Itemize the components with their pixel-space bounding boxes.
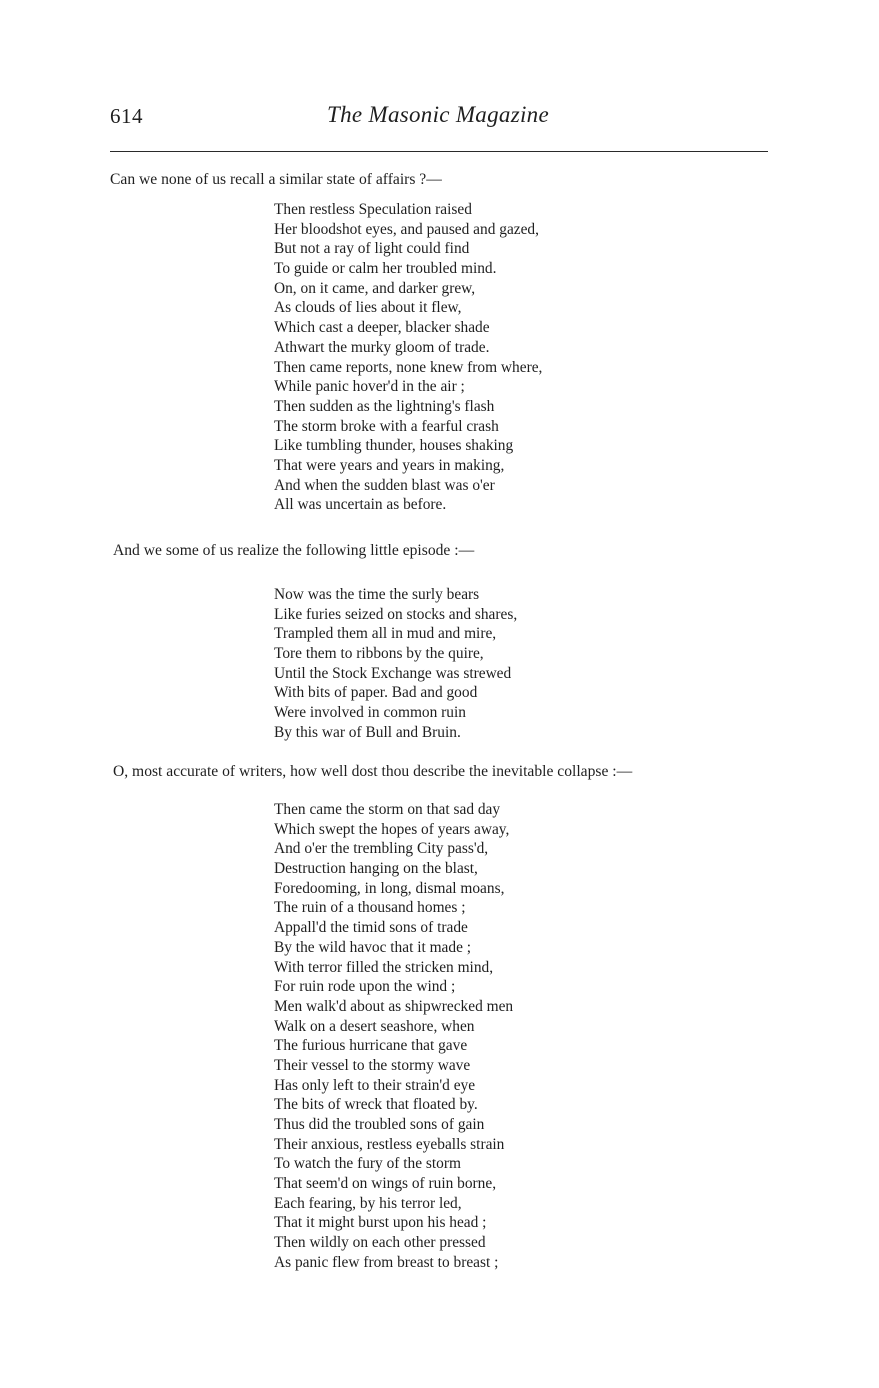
verse-line: To guide or calm her troubled mind. <box>274 260 497 278</box>
verse-line: Walk on a desert seashore, when <box>274 1017 475 1035</box>
verse-line: To watch the fury of the storm <box>274 1155 461 1173</box>
verse-line: As clouds of lies about it flew, <box>274 299 462 317</box>
verse-line: All was uncertain as before. <box>274 496 447 514</box>
verse-line: Then restless Speculation raised <box>274 201 472 218</box>
verse-line: Like tumbling thunder, houses shaking <box>274 437 514 455</box>
verse-stanza-1 <box>274 200 542 515</box>
verse-line: The storm broke with a fearful crash <box>274 417 499 435</box>
verse-line: Then came the storm on that sad day <box>274 801 501 818</box>
verse-line: But not a ray of light could find <box>274 240 470 258</box>
verse-line: With terror filled the stricken mind, <box>274 958 494 976</box>
verse-line: The ruin of a thousand homes ; <box>274 899 466 917</box>
verse-line: Tore them to ribbons by the quire, <box>274 645 484 663</box>
page-number: 614 <box>110 104 143 128</box>
verse-line: As panic flew from breast to breast ; <box>274 1253 499 1271</box>
verse-line: Until the Stock Exchange was strewed <box>274 664 512 682</box>
verse-line: Men walk'd about as shipwrecked men <box>274 997 514 1015</box>
verse-line: That were years and years in making, <box>274 456 505 474</box>
verse-line: Each fearing, by his terror led, <box>274 1194 462 1212</box>
verse-line: Then came reports, none knew from where, <box>274 358 543 376</box>
verse-line: The furious hurricane that gave <box>274 1037 468 1055</box>
verse-line: Destruction hanging on the blast, <box>274 860 478 878</box>
prose-intro-1: Can we none of us recall a similar state of affairs ?— <box>110 171 442 188</box>
verse-line: For ruin rode upon the wind ; <box>274 978 456 996</box>
verse-line: Her bloodshot eyes, and paused and gazed, <box>274 220 539 238</box>
verse-line: The bits of wreck that floated by. <box>274 1096 478 1114</box>
verse-line: That seem'd on wings of ruin borne, <box>274 1175 497 1193</box>
verse-line: Trampled them all in mud and mire, <box>274 625 497 643</box>
verse-line: While panic hover'd in the air ; <box>274 378 465 396</box>
prose-intro-2: And we some of us realize the following little episode :— <box>113 542 475 559</box>
verse-line: Thus did the troubled sons of gain <box>274 1116 485 1133</box>
verse-line: Athwart the murky gloom of trade. <box>274 338 490 356</box>
verse-line: Which cast a deeper, blacker shade <box>274 319 490 337</box>
verse-line: Then sudden as the lightning's flash <box>274 397 495 415</box>
verse-line: Foredooming, in long, dismal moans, <box>274 879 505 897</box>
verse-line: Their anxious, restless eyeballs strain <box>274 1135 505 1153</box>
verse-line: Which swept the hopes of years away, <box>274 820 510 838</box>
verse-line: Now was the time the surly bears <box>274 586 480 603</box>
verse-line: On, on it came, and darker grew, <box>274 279 476 297</box>
verse-stanza-2 <box>274 585 517 743</box>
verse-line: Their vessel to the stormy wave <box>274 1056 471 1074</box>
verse-line: And when the sudden blast was o'er <box>274 476 495 494</box>
verse-line: Like furies seized on stocks and shares, <box>274 605 518 623</box>
verse-line: By the wild havoc that it made ; <box>274 938 472 956</box>
verse-line: By this war of Bull and Bruin. <box>274 723 461 741</box>
journal-title: The Masonic Magazine <box>327 102 549 127</box>
verse-line: With bits of paper. Bad and good <box>274 684 478 702</box>
verse-line: Has only left to their strain'd eye <box>274 1076 476 1094</box>
verse-line: And o'er the trembling City pass'd, <box>274 840 489 858</box>
verse-stanza-3 <box>274 800 513 1273</box>
verse-line: Were involved in common ruin <box>274 704 466 722</box>
verse-line: Appall'd the timid sons of trade <box>274 919 468 937</box>
prose-intro-3: O, most accurate of writers, how well dost thou describe the inevitable collapse :— <box>113 763 633 780</box>
running-head <box>108 100 768 134</box>
verse-line: Then wildly on each other pressed <box>274 1234 486 1252</box>
verse-line: That it might burst upon his head ; <box>274 1214 487 1232</box>
header-rule <box>110 151 768 152</box>
